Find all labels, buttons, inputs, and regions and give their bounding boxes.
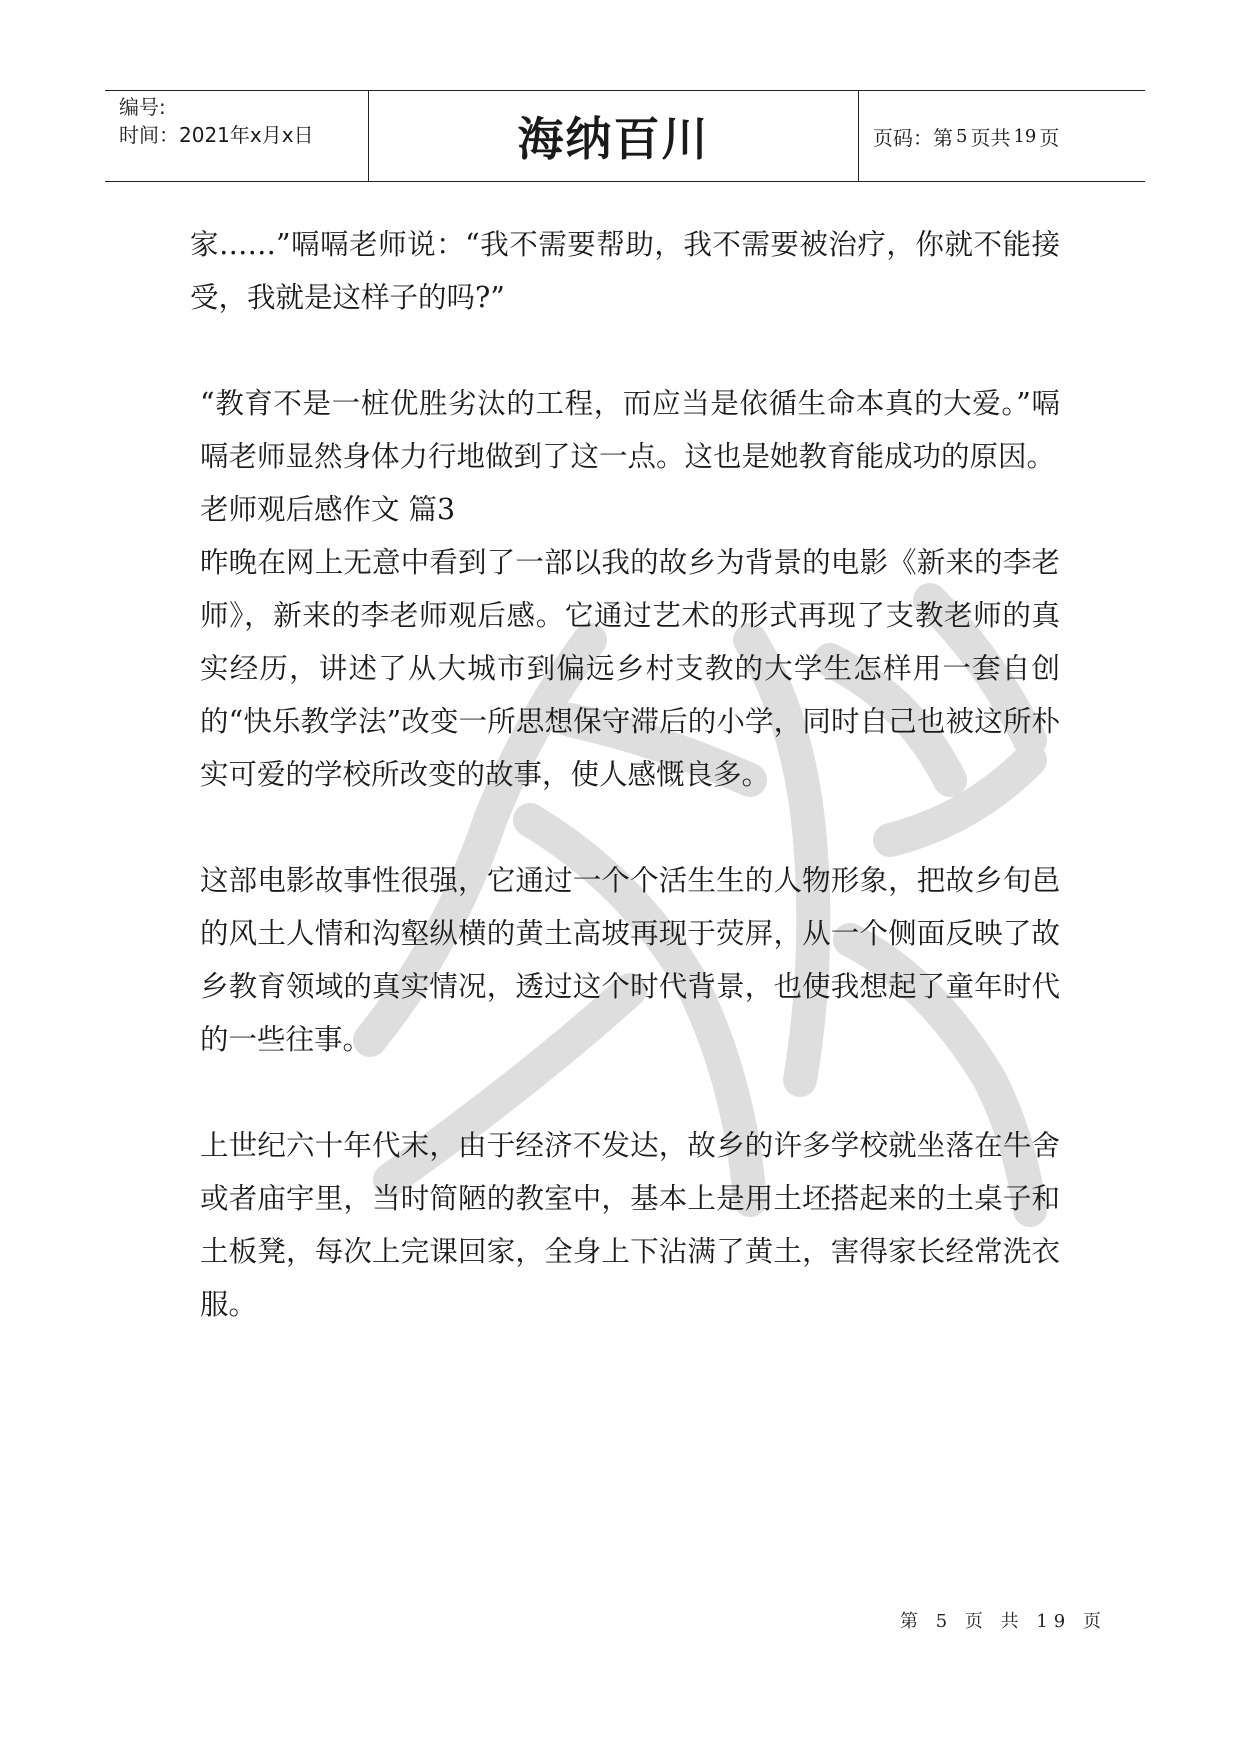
- header-meta: [105, 91, 369, 181]
- paragraph-story: 这部电影故事性很强，它通过一个个活生生的人物形象，把故乡旬邑的风土人情和沟壑纵横的黄土高坡再现于荧屏，从一个侧面反映了故乡教育领域的真实情况，透过这个时代背景，也使我想起了童年时代的一些往事。: [200, 864, 1060, 1056]
- page-prefix: 页码：第: [873, 125, 953, 150]
- page-current: 5: [956, 125, 968, 147]
- page-suffix: 页: [1039, 125, 1060, 150]
- page-footer: 第 5 页 共 19 页: [900, 1611, 1107, 1632]
- serial-label: 编号:: [119, 95, 166, 119]
- date-line: 时间：2021年x月x日: [119, 123, 314, 147]
- body-text: [190, 218, 1060, 1331]
- page-total: 19: [1013, 125, 1037, 147]
- paragraph-quote: “教育不是一桩优胜劣汰的工程，而应当是依循生命本真的大爱。”嗝嗝老师显然身体力行地做到了这一点。这也是她教育能成功的原因。: [200, 387, 1060, 473]
- page-middle: 页共: [970, 125, 1011, 150]
- paragraph-intro: 昨晚在网上无意中看到了一部以我的故乡为背景的电影《新来的李老师》，新来的李老师观后感。它通过艺术的形式再现了支教老师的真实经历，讲述了从大城市到偏远乡村支教的大学生怎样用一套自创的“快乐教学法”改变一所思想保守滞后的小学，同时自己也被这所朴实可爱的学校所改变的故事，使人感慨良多。: [200, 546, 1060, 791]
- paragraph-memory: 上世纪六十年代末，由于经济不发达，故乡的许多学校就坐落在牛舍或者庙宇里，当时简陋的教室中，基本上是用土坯搭起来的土桌子和土板凳，每次上完课回家，全身上下沾满了黄土，害得家长经常洗衣服。: [200, 1129, 1060, 1321]
- paragraph-continuation: 家……”嗝嗝老师说：“我不需要帮助，我不需要被治疗，你就不能接受，我就是这样子的吗?”: [190, 228, 1060, 314]
- document-header: [105, 90, 1145, 182]
- header-page-number: [859, 91, 1145, 181]
- header-title: 海纳百川: [369, 91, 859, 181]
- section-heading: 老师观后感作文 篇3: [200, 493, 456, 526]
